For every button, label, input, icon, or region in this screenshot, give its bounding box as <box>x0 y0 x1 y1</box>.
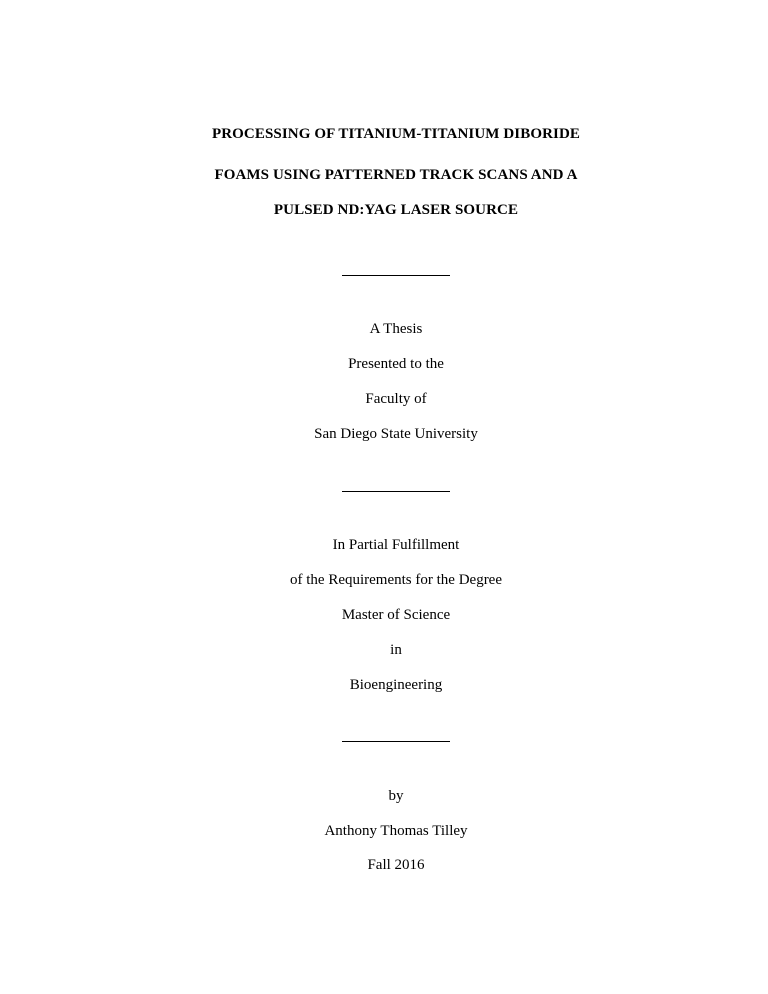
university-name: San Diego State University <box>314 426 478 442</box>
term-date: Fall 2016 <box>367 857 425 873</box>
faculty-of-text: Faculty of <box>365 391 427 407</box>
requirements-text: of the Requirements for the Degree <box>290 572 502 588</box>
presented-to-text: Presented to the <box>348 356 444 372</box>
partial-fulfillment-text: In Partial Fulfillment <box>332 537 460 553</box>
field-of-study: Bioengineering <box>349 677 443 693</box>
thesis-designation: A Thesis <box>369 321 423 337</box>
thesis-title-line-2: FOAMS USING PATTERNED TRACK SCANS AND A <box>214 167 578 183</box>
degree-name: Master of Science <box>341 607 451 623</box>
separator-rule-1 <box>342 275 450 276</box>
thesis-title-line-1: PROCESSING OF TITANIUM-TITANIUM DIBORIDE <box>211 126 581 142</box>
author-name: Anthony Thomas Tilley <box>324 823 468 839</box>
in-text: in <box>390 642 402 658</box>
thesis-title-line-3: PULSED ND:YAG LASER SOURCE <box>273 202 519 218</box>
separator-rule-3 <box>342 741 450 742</box>
by-text: by <box>388 788 404 804</box>
separator-rule-2 <box>342 491 450 492</box>
